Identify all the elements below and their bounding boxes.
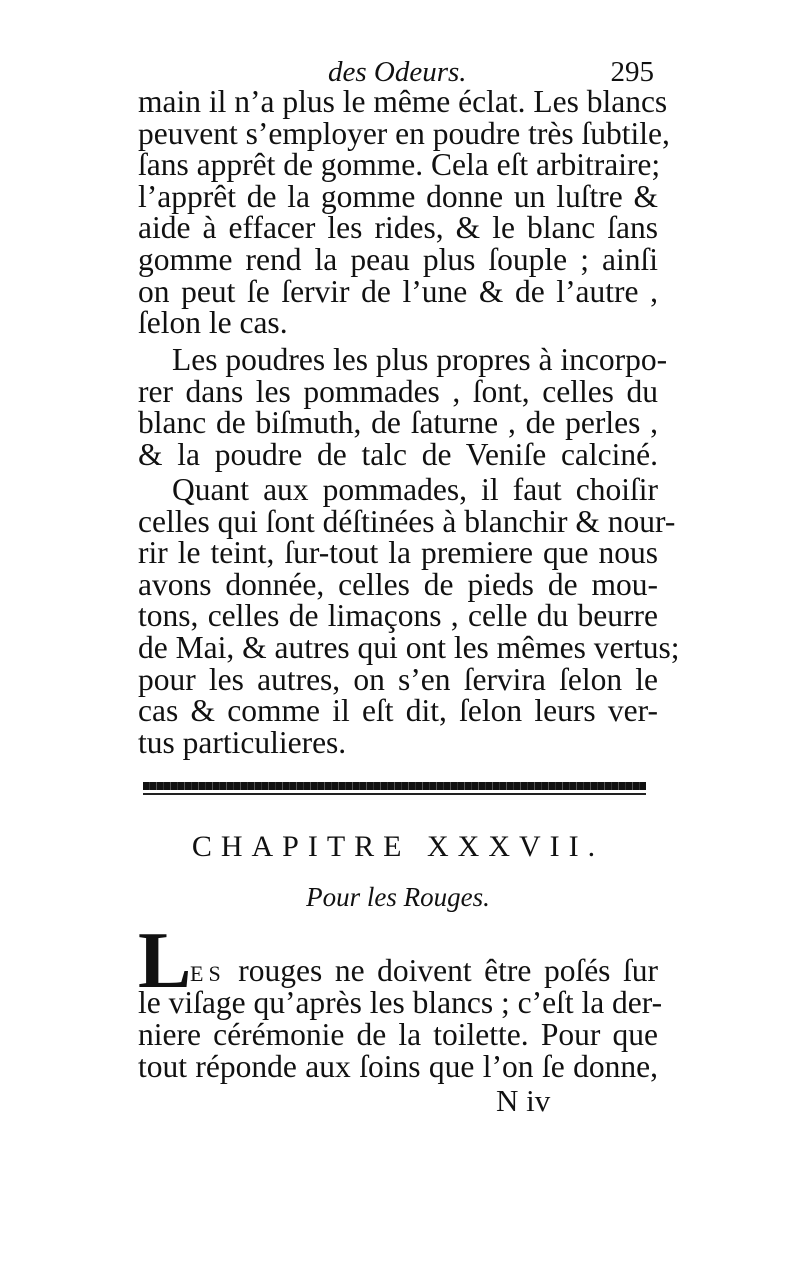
paragraph-blancs: [138, 84, 670, 341]
text-line: ſans apprêt de gomme. Cela eſt arbitraire;: [138, 147, 661, 183]
rule-thin-line: [143, 793, 646, 795]
text-line: main il n’a plus le même éclat. Les blancs: [138, 84, 668, 119]
text-line: niere cérémonie de la toilette. Pour que: [138, 1017, 658, 1052]
drop-cap: L: [138, 917, 192, 1005]
signature-mark: N iv: [496, 1083, 551, 1118]
rule-thick-band: [143, 782, 646, 790]
text-line: & la poudre de talc de Veniſe calciné.: [138, 436, 658, 472]
ornamental-rule: [143, 782, 646, 800]
text-line: avons donnée, celles de pieds de mou-: [138, 566, 658, 602]
text-line: tus particulieres.: [138, 724, 347, 760]
page-number: 295: [610, 56, 654, 88]
paragraph-poudres: [138, 342, 668, 472]
paragraph-pommades: [138, 472, 680, 760]
first-line-rest: rouges ne doivent être poſés ſur: [238, 953, 658, 988]
chapter-heading: CHAPITRE XXXVII.: [191, 830, 605, 863]
text-line: le viſage qu’après les blancs ; c’eſt la der-: [138, 985, 663, 1020]
text-line: l’apprêt de la gomme donne un luſtre &: [138, 178, 658, 214]
running-title: des Odeurs.: [328, 56, 467, 88]
text-line-first: [138, 955, 658, 987]
text-line: de Mai, & autres qui ont les mêmes vertus;: [138, 629, 680, 665]
first-word-caps: ES: [190, 961, 226, 986]
text-line: ſelon le cas.: [138, 305, 288, 341]
text-line: peuvent s’employer en poudre très ſubtile,: [138, 115, 670, 151]
text-line: Les poudres les plus propres à incorpo-: [172, 342, 668, 377]
text-line: rir le teint, ſur-tout la premiere que nous: [138, 535, 658, 571]
paragraph-rouges: [138, 953, 663, 1084]
text-line: on peut ſe ſervir de l’une & de l’autre ,: [138, 273, 658, 309]
text-line: tons, celles de limaçons , celle du beurre: [138, 598, 658, 634]
text-line: celles qui ſont déſtinées à blanchir & nour-: [138, 503, 676, 539]
chapter-subtitle: Pour les Rouges.: [306, 882, 490, 912]
text-line: pour les autres, on s’en ſervira ſelon le: [138, 661, 658, 697]
text-line: aide à effacer les rides, & le blanc ſans: [138, 210, 658, 246]
text-line: cas & comme il eſt dit, ſelon leurs ver-: [138, 693, 658, 729]
text-line: blanc de biſmuth, de ſaturne , de perles ,: [138, 405, 658, 441]
text-line: Quant aux pommades, il faut choiſir: [172, 472, 658, 507]
text-line: gomme rend la peau plus ſouple ; ainſi: [138, 241, 658, 277]
text-line: rer dans les pommades , ſont, celles du: [138, 373, 658, 409]
text-line: tout réponde aux ſoins que l’on ſe donne,: [138, 1049, 658, 1084]
